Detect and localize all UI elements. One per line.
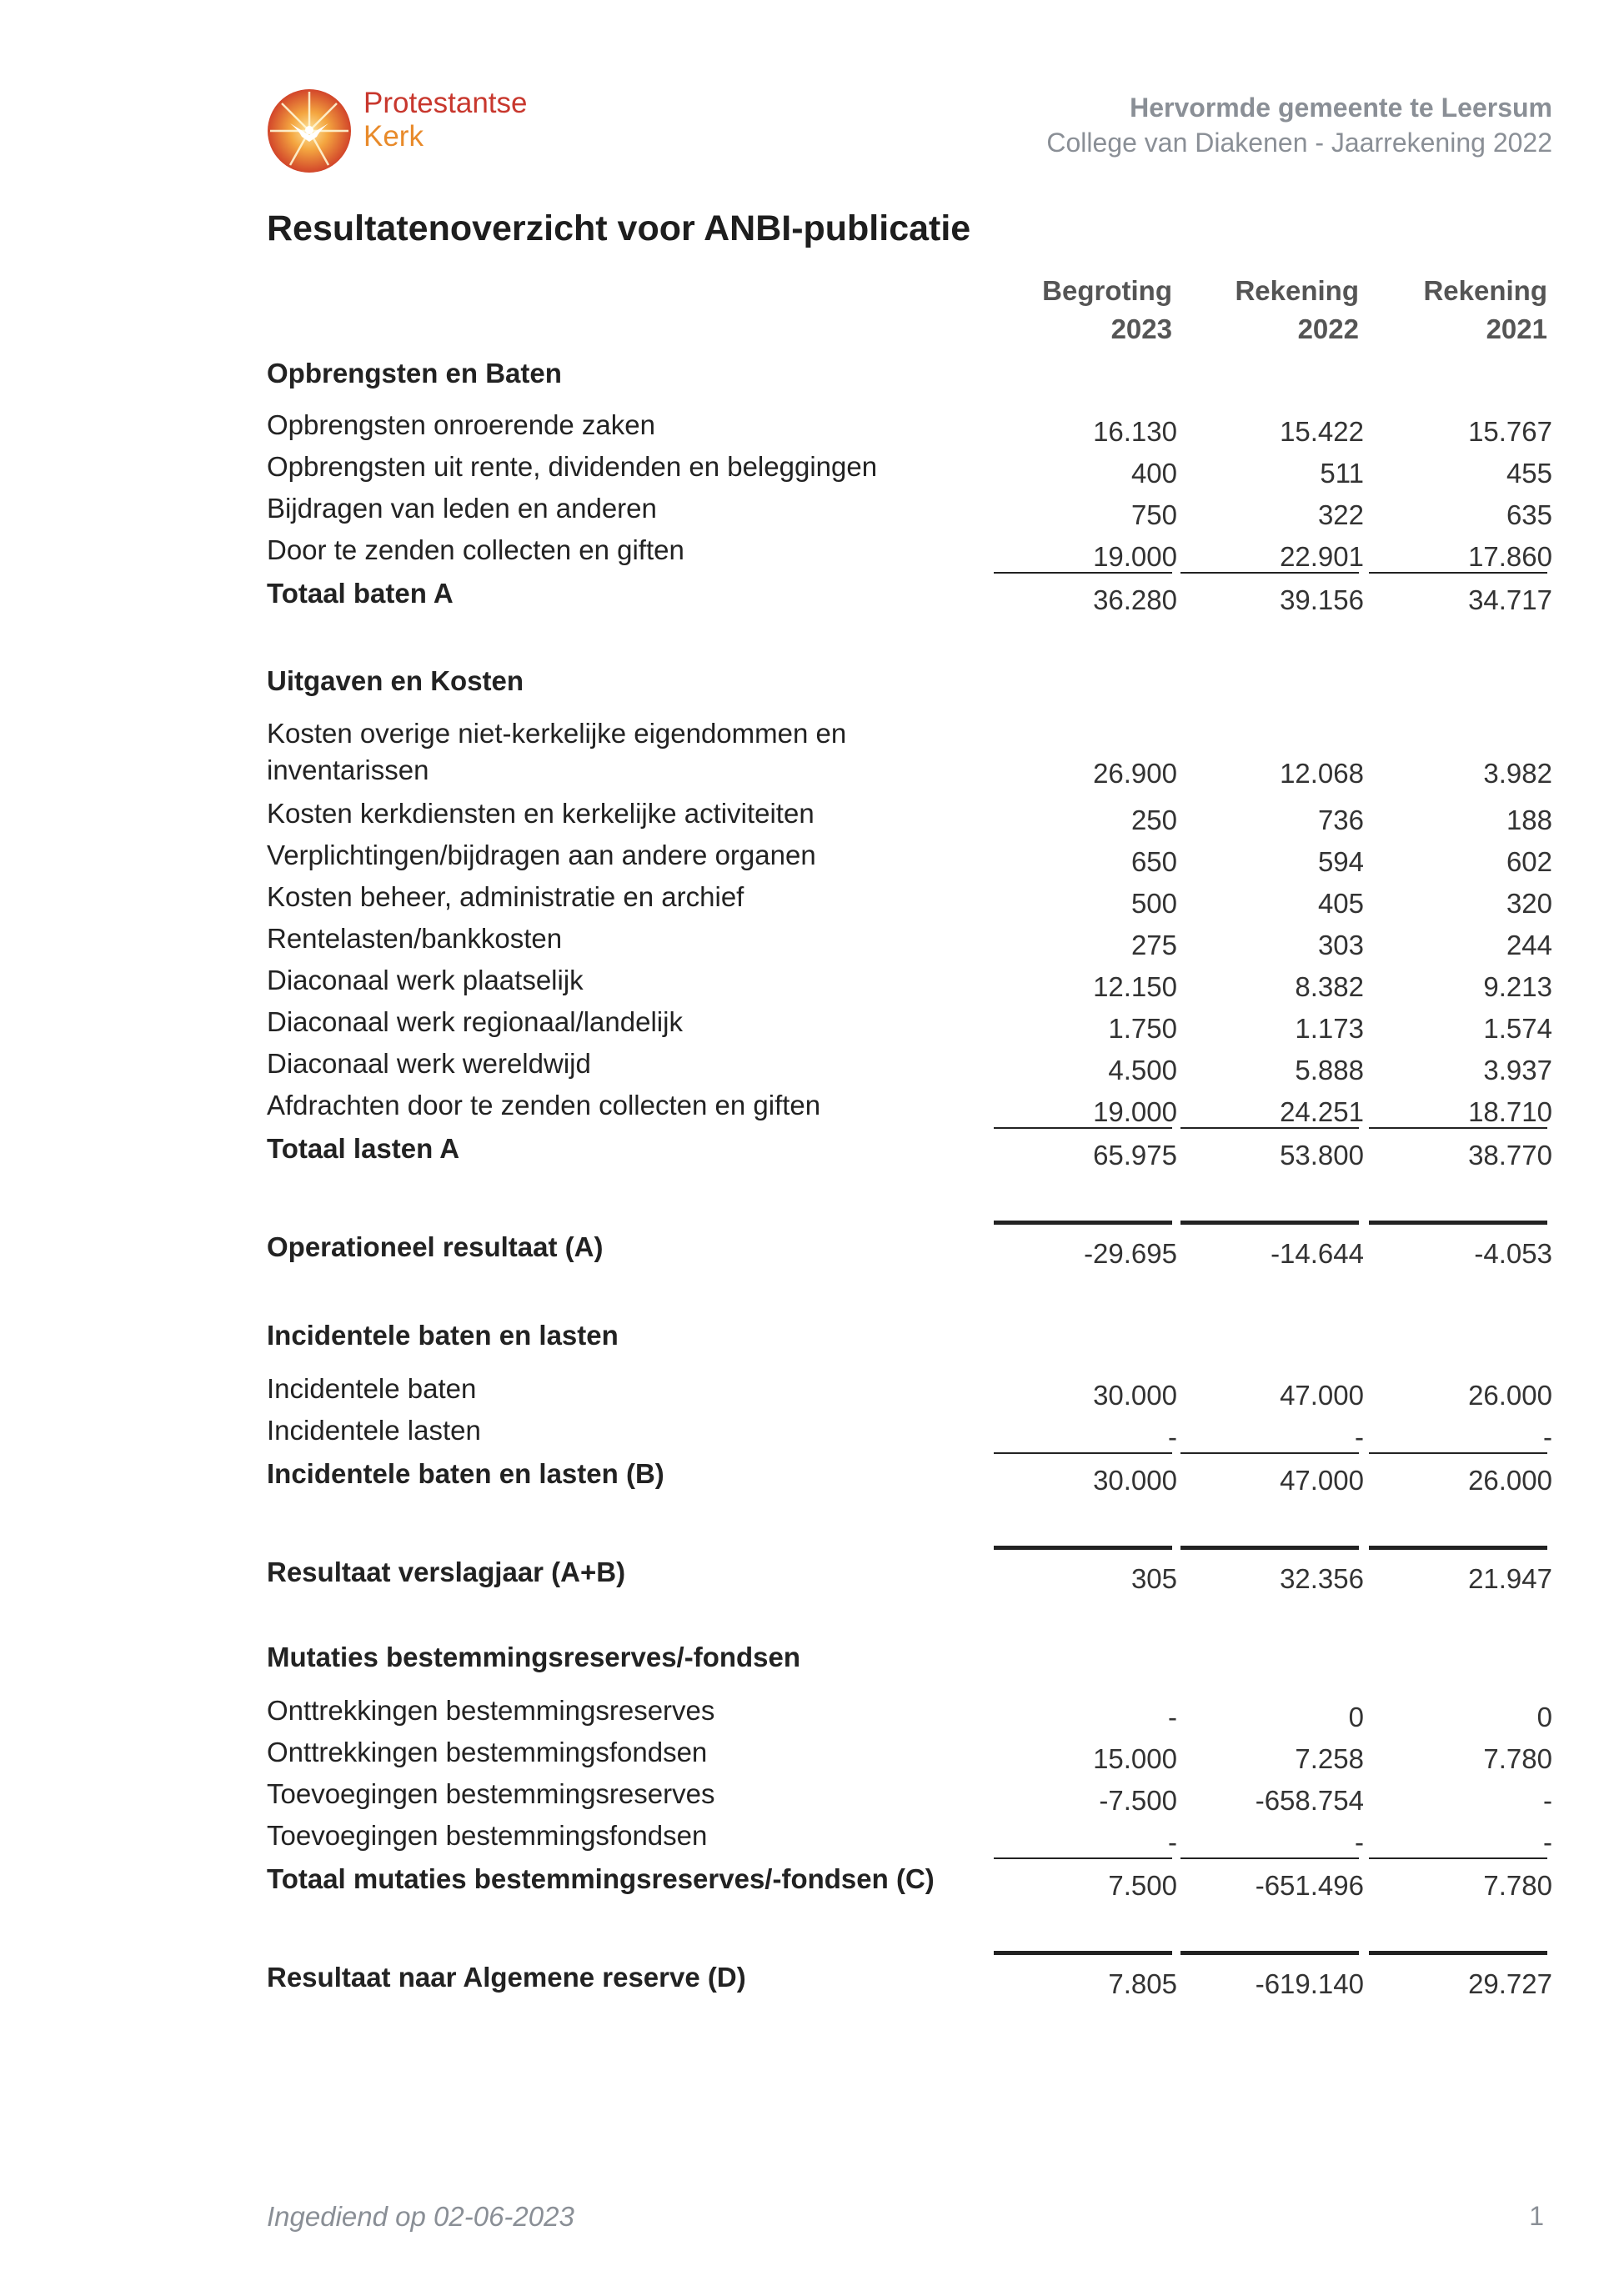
value-rekening-2021: 29.727 <box>1468 1968 1552 1999</box>
value-rekening-2021: 602 <box>1506 846 1552 877</box>
value-begroting-2023: - <box>1168 1702 1177 1732</box>
value-begroting-2023: 7.500 <box>1108 1870 1177 1901</box>
section-heading-incidenteel: Incidentele baten en lasten <box>267 1320 619 1351</box>
value-rekening-2022: 15.422 <box>1280 416 1364 447</box>
column-header-begroting-2023: Begroting 2023 <box>1042 275 1172 344</box>
result-rule <box>1369 1951 1547 1955</box>
total-row <box>267 1130 1552 1172</box>
organization-name: Hervormde gemeente te Leersum <box>1130 93 1552 123</box>
value-rekening-2022: 53.800 <box>1280 1140 1364 1171</box>
value-begroting-2023: 30.000 <box>1093 1465 1177 1496</box>
value-rekening-2021: 3.937 <box>1483 1055 1552 1085</box>
value-rekening-2022: -619.140 <box>1255 1968 1364 1999</box>
value-rekening-2022: 511 <box>1320 458 1364 489</box>
value-begroting-2023: 65.975 <box>1093 1140 1177 1171</box>
subtotal-rule <box>994 1857 1172 1859</box>
value-rekening-2021: 34.717 <box>1468 584 1552 615</box>
row-label: Totaal mutaties bestemmingsreserves/-fondsen (C) <box>267 1863 935 1894</box>
result-rule <box>1369 1221 1547 1225</box>
value-begroting-2023: 250 <box>1130 805 1177 835</box>
value-rekening-2021: 26.000 <box>1468 1380 1552 1411</box>
value-rekening-2022: 12.068 <box>1280 758 1364 789</box>
value-begroting-2023: -7.500 <box>1099 1785 1177 1816</box>
value-rekening-2021: 21.947 <box>1468 1563 1552 1594</box>
row-label: Onttrekkingen bestemmingsfondsen <box>267 1737 708 1767</box>
row-label: Rentelasten/bankkosten <box>267 923 563 954</box>
subtotal-rule <box>994 572 1172 574</box>
row-label: Onttrekkingen bestemmingsreserves <box>267 1695 715 1726</box>
value-rekening-2022: 7.258 <box>1295 1743 1364 1774</box>
value-begroting-2023: 19.000 <box>1093 1096 1177 1127</box>
value-rekening-2022: 8.382 <box>1295 971 1364 1002</box>
table-row <box>267 715 1552 790</box>
row-label: Operationeel resultaat (A) <box>267 1231 604 1262</box>
value-rekening-2022: 47.000 <box>1280 1465 1364 1496</box>
subtotal-rule <box>994 1452 1172 1454</box>
value-rekening-2021: 635 <box>1506 499 1552 530</box>
result-rule <box>994 1546 1172 1550</box>
value-rekening-2021: 17.860 <box>1468 541 1552 572</box>
value-rekening-2022: -658.754 <box>1255 1785 1364 1816</box>
row-label: Incidentele lasten <box>267 1415 481 1446</box>
value-rekening-2021: 244 <box>1506 930 1552 960</box>
value-begroting-2023: 7.805 <box>1108 1968 1177 1999</box>
value-rekening-2022: 5.888 <box>1295 1055 1364 1085</box>
value-begroting-2023: - <box>1168 1421 1177 1452</box>
value-rekening-2021: 3.982 <box>1483 758 1552 789</box>
row-label: Totaal lasten A <box>267 1133 460 1164</box>
row-label: Incidentele baten <box>267 1373 477 1404</box>
value-begroting-2023: 305 <box>1130 1563 1177 1594</box>
row-label: Incidentele baten en lasten (B) <box>267 1458 664 1489</box>
value-rekening-2021: 188 <box>1506 805 1552 835</box>
result-rule <box>1180 1951 1359 1955</box>
value-rekening-2022: 303 <box>1317 930 1364 960</box>
value-begroting-2023: 650 <box>1130 846 1177 877</box>
value-rekening-2021: 1.574 <box>1483 1013 1552 1044</box>
row-label: Toevoegingen bestemmingsreserves <box>267 1778 715 1809</box>
value-rekening-2021: 15.767 <box>1468 416 1552 447</box>
table-row <box>267 879 1552 920</box>
subtotal-rule <box>1369 1452 1547 1454</box>
row-label: Door te zenden collecten en giften <box>267 534 684 565</box>
row-label: Opbrengsten uit rente, dividenden en beleggingen <box>267 451 878 482</box>
value-rekening-2022: 22.901 <box>1280 541 1364 572</box>
logo-text-line2: Kerk <box>363 120 424 153</box>
value-begroting-2023: 26.900 <box>1093 758 1177 789</box>
row-label: Kosten overige niet-kerkelijke eigendommen en <box>267 718 847 749</box>
row-label: Bijdragen van leden en anderen <box>267 493 657 524</box>
value-rekening-2021: 7.780 <box>1483 1870 1552 1901</box>
row-label: Afdrachten door te zenden collecten en giften <box>267 1090 821 1120</box>
row-label: Resultaat verslagjaar (A+B) <box>267 1557 626 1587</box>
table-row <box>267 1817 1552 1859</box>
table-row <box>267 795 1552 837</box>
row-label: Totaal baten A <box>267 578 454 609</box>
row-label: Toevoegingen bestemmingsfondsen <box>267 1820 708 1851</box>
table-row <box>267 1734 1552 1776</box>
value-rekening-2022: 47.000 <box>1280 1380 1364 1411</box>
result-rule <box>994 1221 1172 1225</box>
table-row <box>267 1045 1552 1087</box>
table-row <box>267 1776 1552 1817</box>
value-rekening-2022: 0 <box>1348 1702 1364 1732</box>
row-label: Diaconaal werk regionaal/landelijk <box>267 1006 683 1037</box>
subtotal-rule <box>1180 572 1359 574</box>
value-rekening-2022: -14.644 <box>1271 1238 1364 1269</box>
subtotal-rule <box>1180 1857 1359 1859</box>
total-row <box>267 575 1552 617</box>
protestantse-kerk-logo-icon <box>265 87 353 175</box>
value-begroting-2023: 400 <box>1130 458 1177 489</box>
table-row <box>267 1004 1552 1045</box>
value-rekening-2022: -651.496 <box>1255 1870 1364 1901</box>
value-rekening-2022: 736 <box>1317 805 1364 835</box>
page-number: 1 <box>1529 2201 1544 2231</box>
section-heading-lasten: Uitgaven en Kosten <box>267 665 524 696</box>
table-row <box>267 449 1552 490</box>
total-row <box>267 1456 1552 1497</box>
section-heading-baten: Opbrengsten en Baten <box>267 358 562 389</box>
submission-date: Ingediend op 02-06-2023 <box>267 2201 574 2232</box>
subtotal-rule <box>1369 1857 1547 1859</box>
value-begroting-2023: 750 <box>1130 499 1177 530</box>
document-header <box>1046 90 1552 160</box>
value-rekening-2022: 405 <box>1317 888 1364 919</box>
row-label: Resultaat naar Algemene reserve (D) <box>267 1962 746 1993</box>
value-begroting-2023: 275 <box>1130 930 1177 960</box>
value-rekening-2022: 1.173 <box>1295 1013 1364 1044</box>
value-begroting-2023: 4.500 <box>1108 1055 1177 1085</box>
row-label-continued: inventarissen <box>267 754 429 785</box>
value-rekening-2022: 39.156 <box>1280 584 1364 615</box>
value-rekening-2022: 594 <box>1317 846 1364 877</box>
table-row <box>267 920 1552 962</box>
table-row <box>267 1692 1552 1734</box>
value-begroting-2023: 30.000 <box>1093 1380 1177 1411</box>
result-row <box>267 1959 1552 2001</box>
value-begroting-2023: 15.000 <box>1093 1743 1177 1774</box>
result-rule <box>994 1951 1172 1955</box>
row-label: Diaconaal werk plaatselijk <box>267 965 584 995</box>
value-rekening-2021: 18.710 <box>1468 1096 1552 1127</box>
table-row <box>267 1412 1552 1454</box>
value-rekening-2022: - <box>1355 1421 1364 1452</box>
row-label: Kosten beheer, administratie en archief <box>267 881 744 912</box>
value-rekening-2021: 455 <box>1506 458 1552 489</box>
value-begroting-2023: 36.280 <box>1093 584 1177 615</box>
value-begroting-2023: 1.750 <box>1108 1013 1177 1044</box>
value-rekening-2021: 26.000 <box>1468 1465 1552 1496</box>
result-rule <box>1180 1546 1359 1550</box>
value-rekening-2021: - <box>1543 1827 1552 1857</box>
table-row <box>267 1371 1552 1412</box>
document-subtitle: College van Diakenen - Jaarrekening 2022 <box>1046 128 1552 158</box>
row-label: Diaconaal werk wereldwijd <box>267 1048 591 1079</box>
subtotal-rule <box>1369 572 1547 574</box>
section-heading-mutaties: Mutaties bestemmingsreserves/-fondsen <box>267 1642 801 1672</box>
value-begroting-2023: - <box>1168 1827 1177 1857</box>
table-row <box>267 490 1552 532</box>
value-rekening-2021: 38.770 <box>1468 1140 1552 1171</box>
row-label: Opbrengsten onroerende zaken <box>267 409 655 440</box>
value-rekening-2021: - <box>1543 1785 1552 1816</box>
total-row <box>267 1861 1552 1902</box>
value-rekening-2022: - <box>1355 1827 1364 1857</box>
table-row <box>267 962 1552 1004</box>
result-rule <box>1180 1221 1359 1225</box>
subtotal-rule <box>1369 1127 1547 1129</box>
logo-text-line1: Protestantse <box>363 87 528 119</box>
value-rekening-2022: 322 <box>1317 499 1364 530</box>
table-row <box>267 532 1552 574</box>
result-rule <box>1369 1546 1547 1550</box>
value-begroting-2023: 12.150 <box>1093 971 1177 1002</box>
result-row <box>267 1229 1552 1271</box>
value-rekening-2021: -4.053 <box>1474 1238 1552 1269</box>
value-begroting-2023: 500 <box>1130 888 1177 919</box>
value-rekening-2021: 9.213 <box>1483 971 1552 1002</box>
value-begroting-2023: 19.000 <box>1093 541 1177 572</box>
subtotal-rule <box>1180 1127 1359 1129</box>
value-begroting-2023: -29.695 <box>1084 1238 1177 1269</box>
row-label: Kosten kerkdiensten en kerkelijke activiteiten <box>267 798 815 829</box>
result-row <box>267 1554 1552 1596</box>
subtotal-rule <box>994 1127 1172 1129</box>
column-header-rekening-2022: Rekening 2022 <box>1235 275 1359 344</box>
column-header-rekening-2021: Rekening 2021 <box>1423 275 1547 344</box>
value-rekening-2021: - <box>1543 1421 1552 1452</box>
table-row <box>267 837 1552 879</box>
value-begroting-2023: 16.130 <box>1093 416 1177 447</box>
subtotal-rule <box>1180 1452 1359 1454</box>
value-rekening-2022: 24.251 <box>1280 1096 1364 1127</box>
row-label: Verplichtingen/bijdragen aan andere organen <box>267 840 816 870</box>
table-row <box>267 1087 1552 1129</box>
value-rekening-2021: 320 <box>1506 888 1552 919</box>
logo <box>265 82 599 175</box>
page-title: Resultatenoverzicht voor ANBI-publicatie <box>267 208 971 248</box>
value-rekening-2021: 0 <box>1536 1702 1552 1732</box>
value-rekening-2022: 32.356 <box>1280 1563 1364 1594</box>
value-rekening-2021: 7.780 <box>1483 1743 1552 1774</box>
table-row <box>267 407 1552 449</box>
